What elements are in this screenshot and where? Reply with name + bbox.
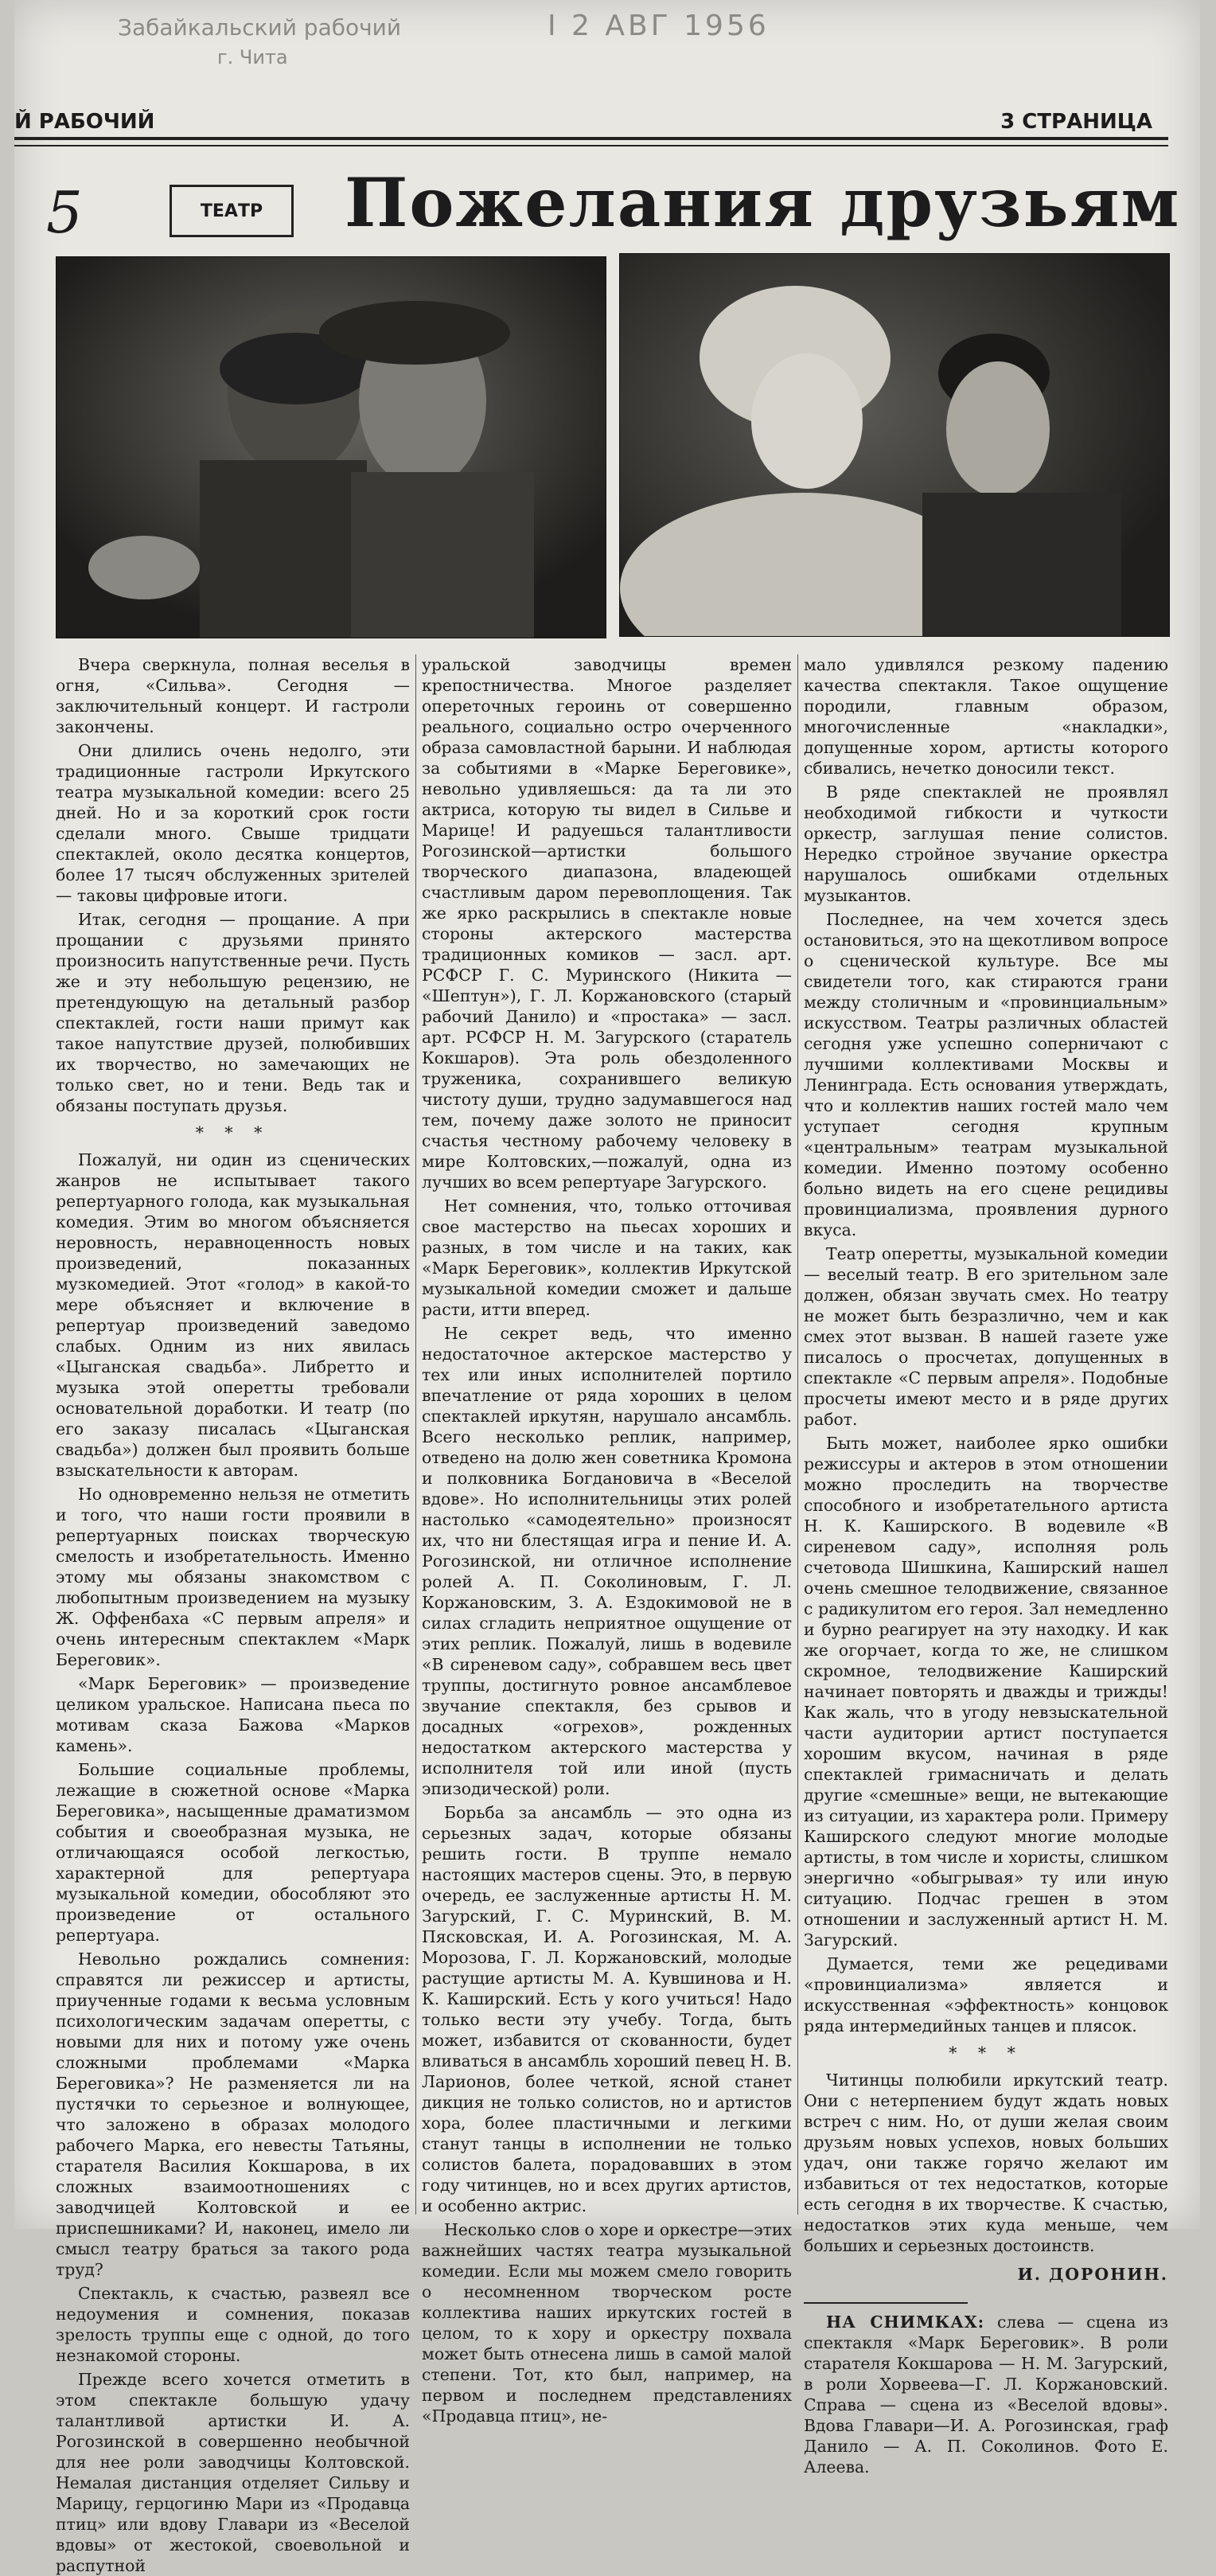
top-rule-thin: [14, 145, 1168, 146]
photo-left-image: [57, 257, 606, 638]
paragraph: Думается, теми же рецедивами «провинциализма» является и искусственная «эффектность» концовок ряда интермедийных танцев и плясок.: [804, 1954, 1168, 2035]
photo-caption: [804, 2312, 1168, 2477]
archive-stamp-paper: Забайкальский рабочий: [118, 14, 402, 41]
paragraph: Борьба за ансамбль — это одна из серьезных задач, которые обязаны решить гости. В труппе немало настоящих мастеров сцены. Это, в первую очередь, ее заслуженные артисты Н. М. Загурский, Г. С. Муринский, В. М. Пясковская, И. А. Рогозинская, М. А. Морозова, Г. Л. Коржановский, молодые растущие артисты М. А. Кувшинова и Н. К. Каширский. Есть у кого учиться! Надо только вести эту учебу. Тогда, быть может, избавится от скованности, будет вливаться в ансамбль хороший певец Н. В. Ларионов, более четкой, ясной станет дикция не только солистов, но и артистов хора, более пластичными и легкими станут танцы в исполнении не только солистов балета, порадовавших в этом году читинцев, но и всех других артистов, и особенно актрис.: [422, 1803, 792, 2215]
paragraph: Театр оперетты, музыкальной комедии — веселый театр. В его зрительном зале должен, обязан звучать смех. Но театру не может быть безразлично, чем и как смех этот вызван. В нашей газете уже писалось о просчетах, допущенных в спектакле «С первым апреля». Подобные просчеты имеют место и в ряде других работ.: [804, 1244, 1168, 1429]
caption-rule: [804, 2302, 968, 2304]
paragraph: Быть может, наиболее ярко ошибки режиссуры и актеров в этом отношении можно проследить на творчестве способного и изобретательного артиста Н. К. Каширского. В водевиле «В сиреневом саду», исполняя роль счетовода Шишкина, Каширский нашел очень смешное телодвижение, связанное с радикулитом его героя. Зал немедленно и бурно реагирует на эту находку. И как же огорчает, когда то же, не слишком скромное, телодвижение Каширский начинает повторять и дважды и трижды! Как жаль, что в угоду невзыскательной части аудитории артист поступается хорошим вкусом, начиная в ряде спектаклей гримасничать и делать другие «смешные» вещи, не вытекающие из ситуации, из характера роли. Примеру Каширского следуют многие молодые артисты, в том числе и хористы, слишком энергично «обыгрывая» ту или иную ситуацию. Подчас грешен в этом отношении и заслуженный артист Н. М. Загурский.: [804, 1434, 1168, 1950]
paragraph: Прежде всего хочется отметить в этом спектакле большую удачу талантливой артистки И. А. Рогозинской в совершенно необычной для нее роли заводчицы Колтовской. Немалая дистанция отделяет Сильву и Марицу, герцогиню Мари из «Продавца птиц» или вдову Главари из «Веселой вдовы» от жестокой, своевольной и распутной: [56, 2370, 410, 2575]
column-divider: [415, 654, 416, 2215]
article-column-3: [804, 654, 1168, 2477]
page-number: 3 СТРАНИЦА: [1000, 110, 1152, 134]
photo-left: [56, 256, 606, 638]
paragraph: Пожалуй, ни один из сценических жанров не испытывает такого репертуарного голода, как музыкальная комедия. Этим во многом объясняется неровность, неравноценность новых произведений, показанных музкомедией. Этот «голод» в какой-то мере объясняет и включение в репертуар произведений заведомо слабых. Одним из них явилась «Цыганская свадьба». Либретто и музыка этой оперетты требовали основательной доработки. И театр (по его заказу писалась «Цыганская свадьба») должен был проявить больше взыскательности к авторам.: [56, 1150, 410, 1480]
paragraph: Вчера сверкнула, полная веселья в огня, «Сильва». Сегодня — заключительный концерт. И гастроли закончены.: [56, 655, 410, 736]
photo-right: [619, 253, 1170, 637]
paragraph: Последнее, на чем хочется здесь остановиться, это на щекотливом вопросе о сценической культуре. Все мы свидетели того, как стираются грани между столичным и «провинциальным» искусством. Театры различных областей сегодня уже успешно соперничают с лучшими коллективами Москвы и Ленинграда. Есть основания утверждать, что и коллектив наших гостей мало чем уступает сегодня крупным «центральным» театрам музыкальной комедии. Именно поэтому особенно больно видеть на его сцене рецидивы провинциализма, проявления дурного вкуса.: [804, 910, 1168, 1239]
paragraph: уральской заводчицы времен крепостничества. Многое разделяет опереточных героинь от совершенно реального, социально остро очерченного образа самовластной барыни. И наблюдая за событиями в «Марке Береговике», невольно удивляешься: да та ли это актриса, которую ты видел в Сильве и Марице! И радуешься талантливости Рогозинской—артистки большого творческого диапазона, владеющей счастливым даром перевоплощения. Так же ярко раскрылись в спектакле новые стороны актерского мастерства традиционных комиков — засл. арт. РСФСР Г. С. Муринского (Никита — «Шептун»), Г. Л. Коржановского (старый рабочий Данило) и «простака» — засл. арт. РСФСР Н. М. Загурского (старатель Кокшаров). Эта роль обездоленного труженика, сохранившего великую чистоту души, трудно задумавшегося над тем, почему даже золото не приносит счастья честному рабочему человеку в мире Колтовских,—пожалуй, одна из лучших во всем репертуаре Загурского.: [422, 655, 792, 1192]
paragraph: Они длились очень недолго, эти традиционные гастроли Иркутского театра музыкальной комедии: всего 25 дней. Но и за короткий срок гости сделали много. Свыше тридцати спектаклей, около десятка концертов, более 17 тысяч обслуженных зрителей — таковы цифровые итоги.: [56, 741, 410, 905]
paragraph: Спектакль, к счастью, развеял все недоумения и сомнения, показав зрелость труппы еще с одной, до того незнакомой стороны.: [56, 2284, 410, 2365]
archive-stamp-city: г. Чита: [217, 46, 288, 68]
column-divider: [797, 654, 798, 2215]
paragraph: Итак, сегодня — прощание. А при прощании с друзьями принято произносить напутственные речи. Пусть же и эту небольшую рецензию, не претендующую на детальный разбор спектаклей, гости наши примут как такое напутствие друзей, полюбивших их творчество, но замечающих не только свет, но и тени. Ведь так и обязаны поступать друзья.: [56, 910, 410, 1115]
paragraph: Большие социальные проблемы, лежащие в сюжетной основе «Марка Береговика», насыщенные драматизмом события и своеобразная музыка, не отличающаяся особой легкостью, характерной для репертуара музыкальной комедии, обособляют это произведение от остального репертуара.: [56, 1760, 410, 1945]
article-headline: Пожелания друзьям: [345, 163, 1181, 242]
paragraph: Несколько слов о хоре и оркестре—этих важнейших частях театра музыкальной комедии. Если мы можем смело говорить о несомненном творческом росте коллектива наших иркутских гостей в целом, то к хору и оркестру похвала может быть отнесена лишь в самой малой степени. Тот, кто был, например, на первом и последнем представлениях «Продавца птиц», не-: [422, 2220, 792, 2426]
paragraph: В ряде спектаклей не проявлял необходимой гибкости и чуткости оркестр, заглушая пение солистов. Нередко стройное звучание оркестра нарушалось ошибками отдельных музыкантов.: [804, 783, 1168, 905]
article-column-1: [56, 654, 410, 2576]
author-signature: И. ДОРОНИН.: [1017, 2265, 1168, 2284]
paragraph: Не секрет ведь, что именно недостаточное актерское мастерство у тех или иных исполнителей портило впечатление от ряда хороших в целом спектаклей иркутян, нарушало ансамбль. Всего несколько реплик, например, отведено на долю жен советника Кромона и полковника Богдановича в «Веселой вдове». Но исполнительницы этих ролей настолько «самодеятельно» произносят их, что ни блестящая игра и пение И. А. Рогозинской, ни отличное исполнение ролей А. П. Соколиновым, Г. Л. Коржановским, З. А. Ездокимовой не в силах сгладить неприятное ощущение от этих реплик. Пожалуй, лишь в водевиле «В сиреневом саду», собравшем весь цвет труппы, достигнуто ровное ансамблевое звучание спектакля, без срывов и досадных «огрехов», рожденных недостатком актерского мастерства у исполнителя той или иной (пусть эпизодической) роли.: [422, 1324, 792, 1798]
running-head: Й РАБОЧИЙ: [14, 110, 155, 134]
paragraph: Невольно рождались сомнения: справятся ли режиссер и артисты, приученные годами к весьма условным психологическим задачам оперетты, с новыми для них и потому уже очень сложными проблемами «Марка Береговика»? Не разменяется ли на пустячки то серьезное и волнующее, что заложено в образах молодого рабочего Марка, его невесты Татьяны, старателя Василия Кокшарова, в их сложных взаимоотношениях с заводчицей Колтовской и ее приспешниками? И, наконец, имело ли смысл театру браться за такого рода труд?: [56, 1950, 410, 2279]
handwritten-number: 5: [46, 179, 83, 246]
rubric-box: ТЕАТР: [170, 185, 294, 237]
paragraph: мало удивлялся резкому падению качества спектакля. Такое ощущение породили, главным образом, многочисленные «накладки», допущенные хором, артисты которого сбивались, нечетко доносили текст.: [804, 655, 1168, 778]
article-column-2: [422, 654, 792, 2426]
paragraph: Но одновременно нельзя не отметить и того, что наши гости проявили в репертуарных поисках творческую смелость и изобретательность. Именно этому мы обязаны знакомством с любопытным произведением на музыку Ж. Оффенбаха «С первым апреля» и очень интересным спектаклем «Марк Береговик».: [56, 1485, 410, 1669]
section-break: * * *: [949, 2043, 1023, 2063]
top-rule: [14, 137, 1168, 140]
newspaper-page: [14, 0, 1200, 2575]
archive-stamp-date: I 2 АВГ 1956: [548, 10, 770, 42]
section-break: * * *: [195, 1123, 271, 1142]
paragraph: Читинцы полюбили иркутский театр. Они с нетерпением будут ждать новых встреч с ним. Но, от души желая своим друзьям новых успехов, новых больших удач, они также горячо желают им избавиться от тех недостатков, которые есть сегодня в их творчестве. К счастью, недостатков этих куда меньше, чем больших и серьезных достоинств.: [804, 2071, 1168, 2255]
photo-right-image: [620, 254, 1169, 636]
caption-lead: НА СНИМКАХ:: [826, 2313, 985, 2332]
paragraph: «Марк Береговик» — произведение целиком уральское. Написана пьеса по мотивам сказа Бажова «Марков камень».: [56, 1674, 410, 1755]
caption-text: слева — сцена из спектакля «Марк Береговик». В роли старателя Кокшарова — Н. М. Загурский, в роли Хорвеева—Г. Л. Коржановский. Справа — сцена из «Веселой вдовы». Вдова Главари—И. А. Рогозинская, граф Данило — А. П. Соколинов. Фото Е. Алеева.: [804, 2313, 1168, 2476]
paragraph: Нет сомнения, что, только отточивая свое мастерство на пьесах хороших и разных, в том числе и на таких, как «Марк Береговик», коллектив Иркутской музыкальной комедии сможет и дальше расти, итти вперед.: [422, 1196, 792, 1319]
